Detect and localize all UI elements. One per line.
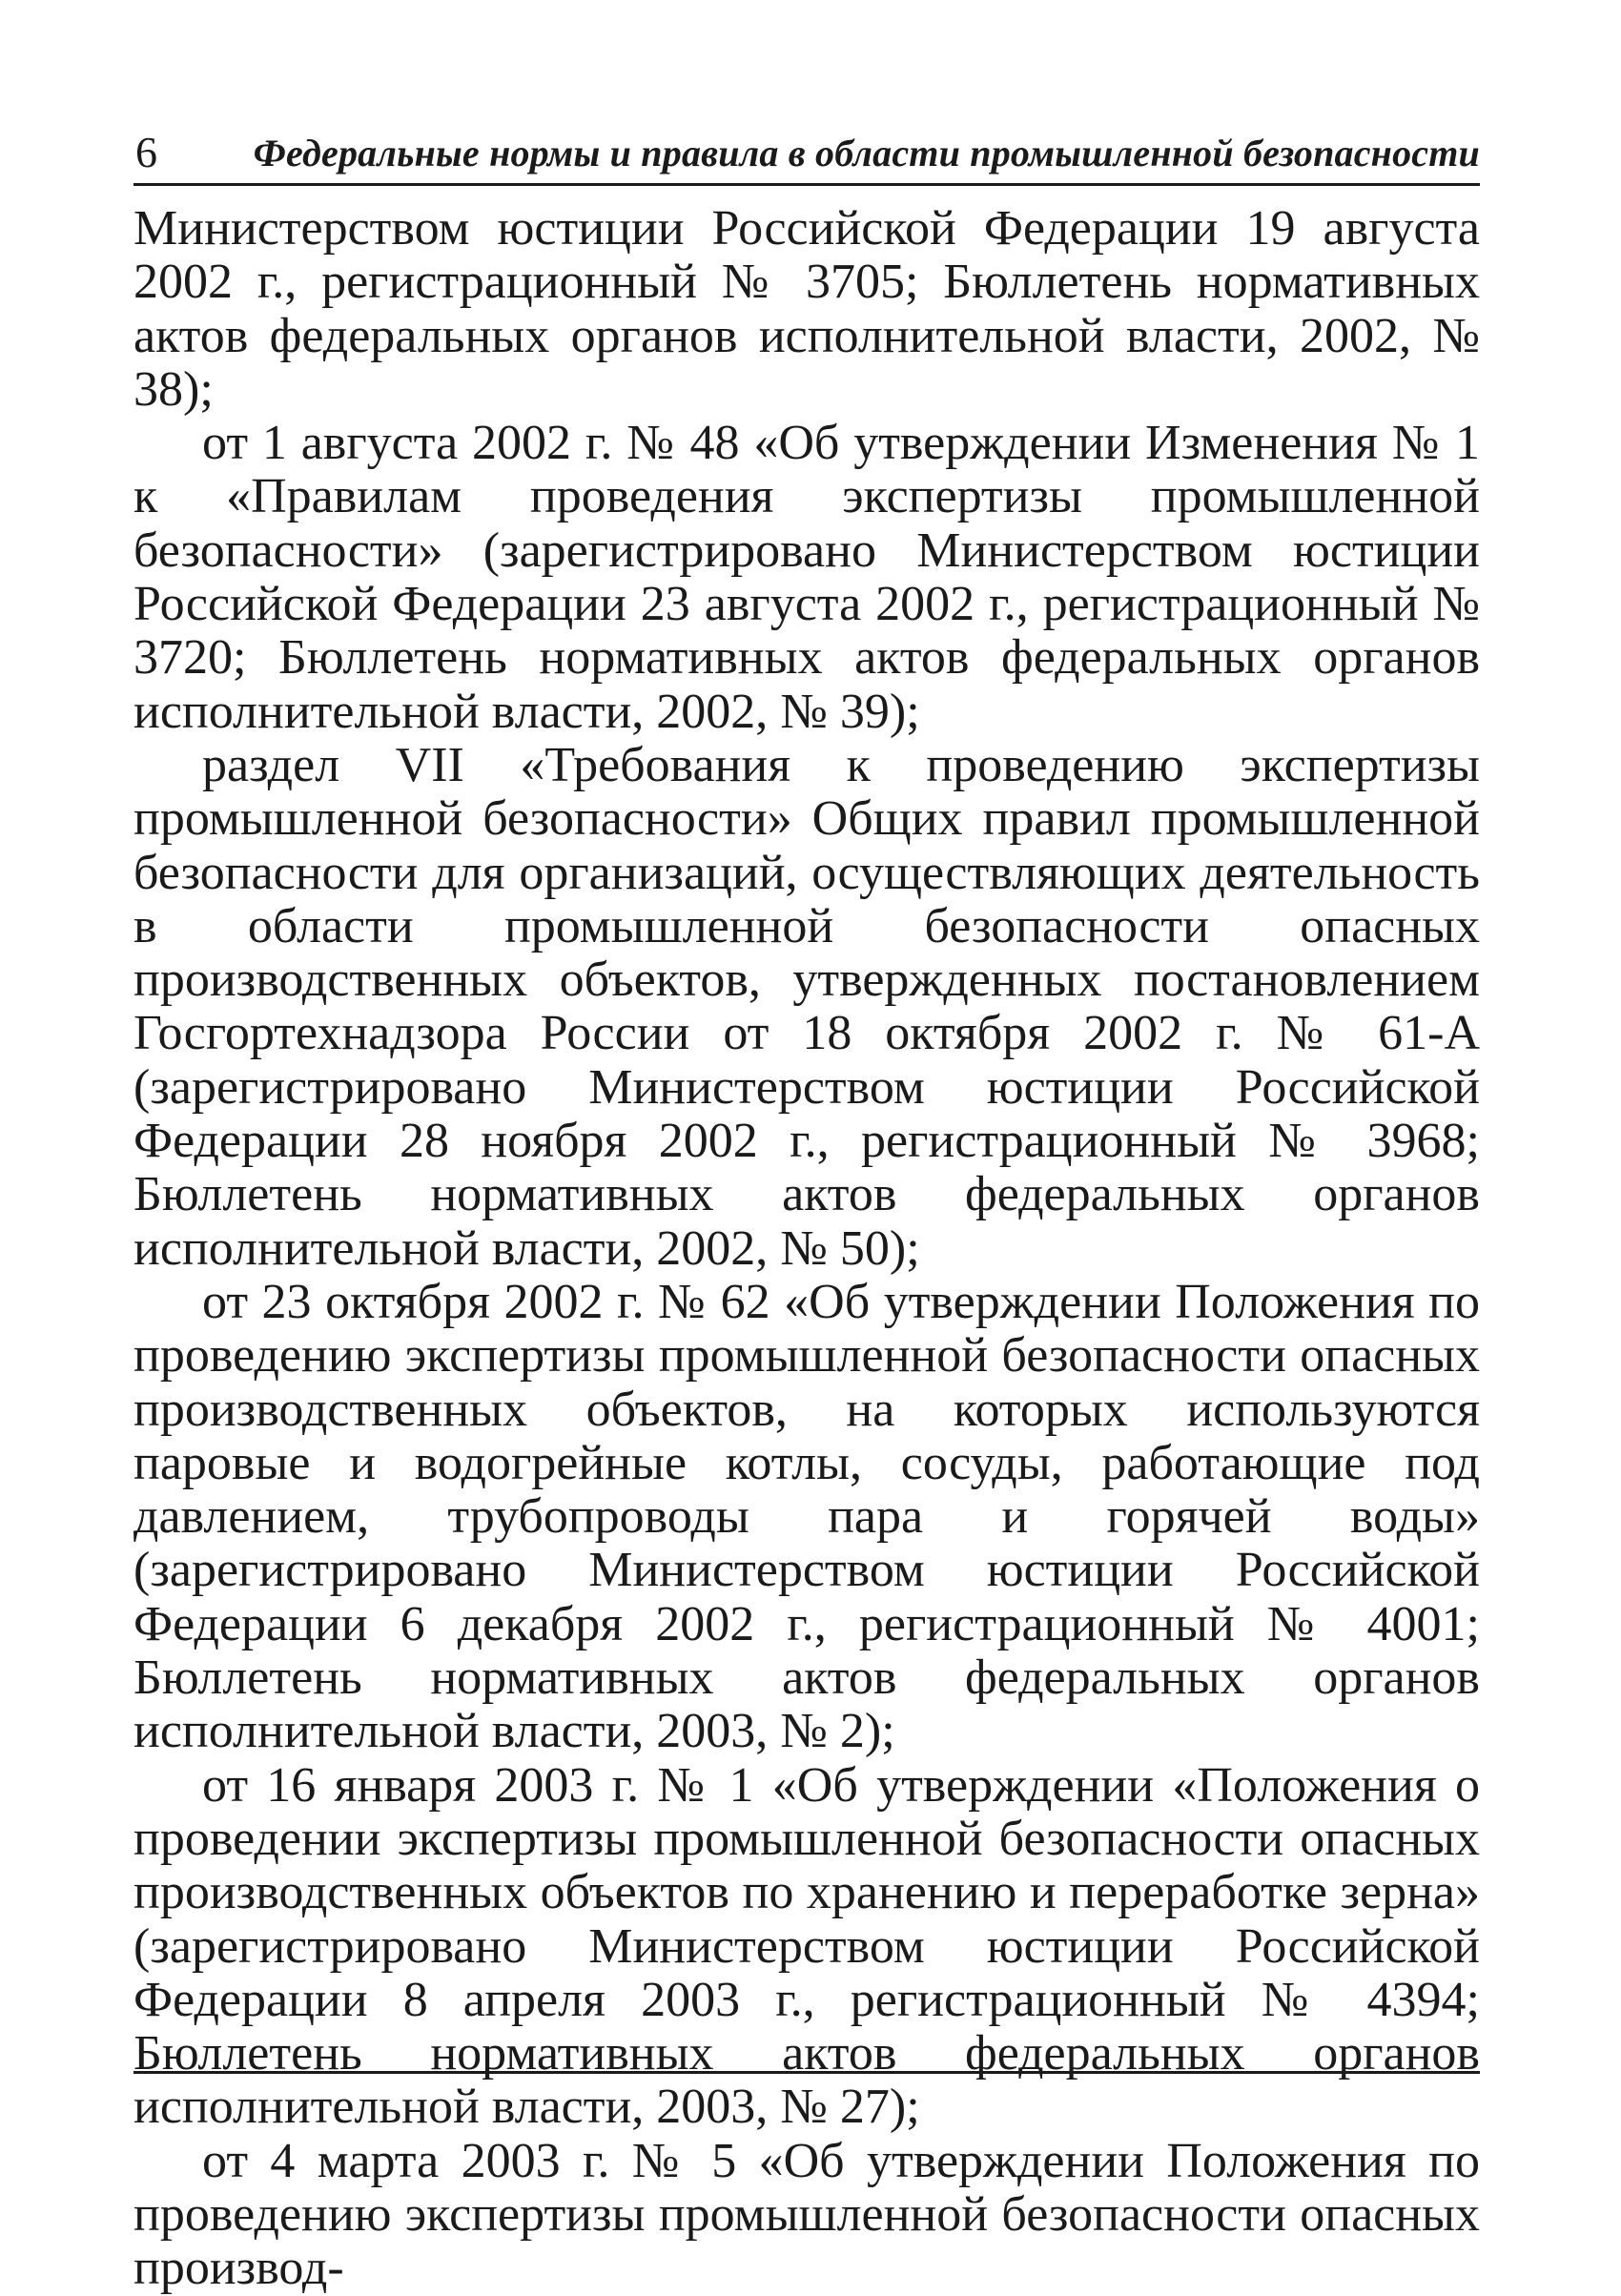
paragraph-section-vii: раздел VII «Требования к проведению экспертизы промышленной безопасности» Общих правил промышленной безопасности для организаций, осуществляющих деятельность в области промышленной безопасности опасных производственных объектов, утвержденных постановлением Госгортехнадзора России от 18 октября 2002 г. № 61-А (зарегистрировано Министерством юстиции Российской Федерации 28 ноября 2002 г., регистрационный № 3968; Бюллетень нормативных актов федеральных органов исполнительной власти, 2002, № 50); [133, 737, 1480, 1276]
paragraph-order-1: от 16 января 2003 г. № 1 «Об утверждении «Положения о проведении экспертизы промышленной безопасности опасных производственных объектов по хранению и переработке зерна» (зарегистрировано Министерством юстиции Российской Федерации 8 апреля 2003 г., регистрационный № 4394; Бюллетень нормативных актов федеральных органов исполнительной власти, 2003, № 27); [133, 1757, 1480, 2135]
running-header [133, 124, 1480, 186]
footer-divider [133, 2071, 1480, 2074]
running-header-title: Федеральные нормы и правила в области промышленной безопасности [253, 132, 1480, 174]
paragraph-continuation: Министерством юстиции Российской Федерации 19 августа 2002 г., регистрационный № 3705; Бюллетень нормативных актов федеральных органов исполнительной власти, 2002, № 38); [133, 201, 1480, 417]
page-number: 6 [135, 128, 157, 176]
paragraph-order-62: от 23 октября 2002 г. № 62 «Об утверждении Положения по проведению экспертизы промышленной безопасности опасных производственных объектов, на которых используются паровые и водогрейные котлы, сосуды, работающие под давлением, трубопроводы пара и горячей воды» (зарегистрировано Министерством юстиции Российской Федерации 6 декабря 2002 г., регистрационный № 4001; Бюллетень нормативных актов федеральных органов исполнительной власти, 2003, № 2); [133, 1274, 1480, 1759]
paragraph-order-48: от 1 августа 2002 г. № 48 «Об утверждении Изменения № 1 к «Правилам проведения экспертизы промышленной безопасности» (зарегистрировано Министерством юстиции Российской Федерации 23 августа 2002 г., регистрационный № 3720; Бюллетень нормативных актов федеральных органов исполнительной власти, 2002, № 39); [133, 416, 1480, 739]
body-text [133, 202, 1480, 2296]
paragraph-order-5: от 4 марта 2003 г. № 5 «Об утверждении Положения по проведению экспертизы промышленной безопасности опасных производ- [133, 2133, 1480, 2296]
